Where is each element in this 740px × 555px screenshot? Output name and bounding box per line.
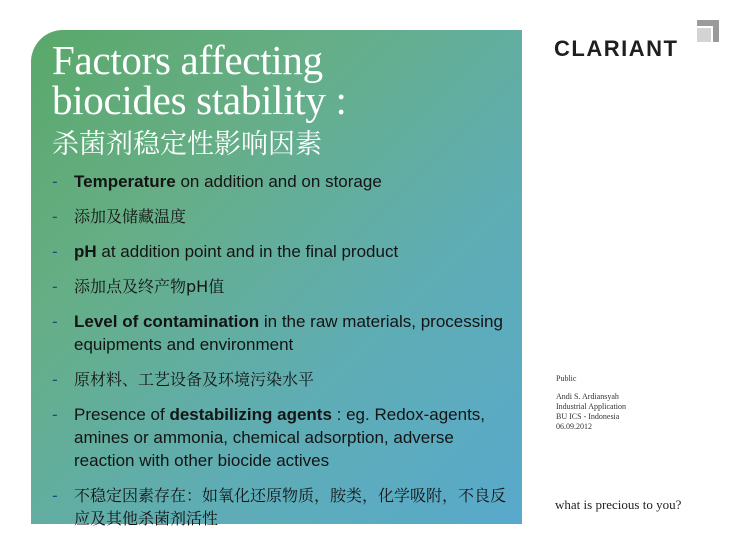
slide-subtitle-chinese: 杀菌剂稳定性影响因素 [52, 129, 322, 160]
bullet-text: : eg. Redox-agents, amines or ammonia, chemical adsorption, adverse reaction with other biocide actives [74, 405, 486, 470]
bullet-ph-cn [52, 275, 512, 298]
business-unit: BU ICS - Indonesia [556, 412, 620, 421]
bullet-dash: - [52, 207, 58, 226]
bullet-dash: - [52, 172, 58, 191]
presentation-date: 06.09.2012 [556, 422, 592, 431]
bullet-dash: - [52, 370, 58, 389]
bullet-text: in the raw materials, processing equipments and environment [74, 312, 503, 354]
bullet-text: 原材料、工艺设备及环境污染水平 [74, 370, 315, 389]
bullet-dash: - [52, 312, 58, 331]
bullet-contamination-cn [52, 368, 512, 391]
bullet-text: 添加点及终产物pH值 [74, 277, 225, 296]
bullet-text-pre: Presence of [74, 405, 170, 424]
bullet-dash: - [52, 277, 58, 296]
bullet-list [52, 170, 512, 530]
bullet-temperature [52, 170, 512, 193]
slide-title [52, 37, 512, 123]
title-line-2: biocides stability : [52, 77, 347, 123]
author-department: Industrial Application [556, 402, 626, 411]
bullet-dash: - [52, 405, 58, 424]
bullet-dash: - [52, 486, 58, 505]
bullet-destabilizing-cn [52, 484, 512, 530]
bullet-destabilizing [52, 403, 512, 472]
bullet-text: 添加及储藏温度 [74, 207, 187, 226]
bullet-bold: Temperature [74, 172, 176, 191]
title-line-1: Factors affecting [52, 37, 323, 83]
bullet-bold: destabilizing agents [169, 405, 332, 424]
classification-label: Public [556, 374, 577, 383]
bullet-contamination [52, 310, 512, 356]
clariant-logo-mark-icon [697, 20, 719, 42]
author-name: Andi S. Ardiansyah [556, 392, 619, 401]
bullet-bold: Level of contamination [74, 312, 260, 331]
bullet-dash: - [52, 242, 58, 261]
clariant-logo: CLARIANT [554, 36, 679, 61]
bullet-text: on addition and on storage [175, 172, 382, 191]
bullet-temperature-cn [52, 205, 512, 228]
bullet-ph [52, 240, 512, 263]
tagline: what is precious to you? [555, 497, 682, 512]
bullet-text: 不稳定因素存在：如氧化还原物质，胺类，化学吸附，不良反应及其他杀菌剂活性 [74, 486, 507, 528]
bullet-bold: pH [74, 242, 97, 261]
bullet-text: at addition point and in the final product [96, 242, 399, 261]
